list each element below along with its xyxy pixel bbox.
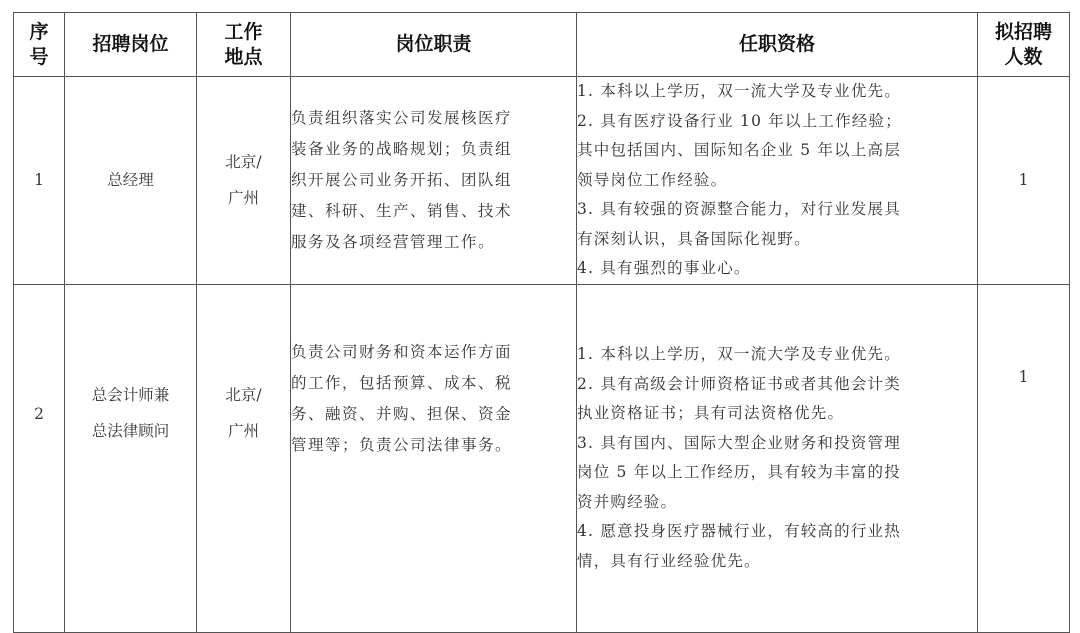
header-qualifications: 任职资格 — [577, 13, 978, 77]
duty-line: 建、科研、生产、销售、技术 — [291, 201, 513, 220]
qualification-line: 岗位 5 年以上工作经历，具有较为丰富的投 — [577, 463, 901, 481]
header-index-line: 序 — [29, 20, 49, 43]
cell-qualifications — [577, 77, 978, 285]
header-headcount — [978, 13, 1070, 77]
header-location-line: 工作 — [224, 20, 263, 43]
table-row — [14, 77, 1070, 285]
cell-qualifications — [577, 284, 978, 632]
qualification-line: 4. 愿意投身医疗器械行业，有较高的行业热 — [577, 522, 901, 540]
header-index-line: 号 — [29, 45, 49, 68]
header-row — [14, 13, 1070, 77]
table-row — [14, 284, 1070, 632]
cell-position — [65, 77, 197, 285]
qualification-line: 2. 具有医疗设备行业 10 年以上工作经验； — [577, 111, 902, 130]
cell-location — [197, 284, 291, 632]
cell-headcount: 1 — [978, 77, 1070, 285]
header-index — [14, 13, 65, 77]
header-headcount-line: 人数 — [1004, 45, 1043, 68]
header-location-line: 地点 — [224, 45, 263, 68]
qualification-line: 2. 具有高级会计师资格证书或者其他会计类 — [577, 374, 901, 393]
qualification-line: 情，具有行业经验优先。 — [577, 551, 761, 570]
recruitment-table — [13, 12, 1070, 633]
cell-duties — [291, 77, 577, 285]
location-line: 北京/ — [225, 385, 262, 404]
duty-line: 服务及各项经营管理工作。 — [291, 232, 496, 251]
qualification-line: 1. 本科以上学历，双一流大学及专业优先。 — [577, 82, 901, 100]
position-line: 总法律顾问 — [91, 421, 170, 440]
duty-line: 负责公司财务和资本运作方面 — [291, 342, 513, 361]
qualification-line: 有深刻认识，具备国际化视野。 — [577, 229, 811, 248]
qualification-line: 3. 具有较强的资源整合能力，对行业发展具 — [577, 200, 901, 218]
cell-position — [65, 284, 197, 632]
cell-location — [197, 77, 291, 285]
header-duties: 岗位职责 — [291, 13, 577, 77]
qualification-line: 1. 本科以上学历，双一流大学及专业优先。 — [577, 345, 901, 363]
cell-headcount: 1 — [978, 284, 1070, 632]
header-headcount-line: 拟招聘 — [994, 20, 1052, 43]
qualification-line: 4. 具有强烈的事业心。 — [577, 259, 751, 277]
location-line: 北京/ — [225, 153, 262, 172]
qualification-line: 3. 具有国内、国际大型企业财务和投资管理 — [577, 433, 901, 452]
cell-index: 1 — [14, 77, 65, 285]
header-position: 招聘岗位 — [65, 13, 197, 77]
qualification-line: 领导岗位工作经验。 — [577, 170, 728, 189]
duty-line: 负责组织落实公司发展核医疗 — [291, 108, 513, 127]
position-line: 总经理 — [107, 171, 154, 190]
duty-line: 织开展公司业务开拓、团队组 — [291, 170, 513, 189]
header-location — [197, 13, 291, 77]
duty-line: 装备业务的战略规划；负责组 — [291, 139, 513, 158]
cell-duties — [291, 284, 577, 632]
location-line: 广州 — [227, 189, 259, 208]
duty-line: 管理等；负责公司法律事务。 — [291, 435, 513, 454]
qualification-line: 资并购经验。 — [577, 492, 678, 511]
location-line: 广州 — [227, 421, 259, 440]
position-line: 总会计师兼 — [91, 385, 170, 404]
cell-index: 2 — [14, 284, 65, 632]
duty-line: 务、融资、并购、担保、资金 — [291, 404, 513, 423]
qualification-line: 其中包括国内、国际知名企业 5 年以上高层 — [577, 141, 901, 159]
qualification-line: 执业资格证书；具有司法资格优先。 — [577, 404, 845, 422]
duty-line: 的工作，包括预算、成本、税 — [291, 373, 513, 392]
